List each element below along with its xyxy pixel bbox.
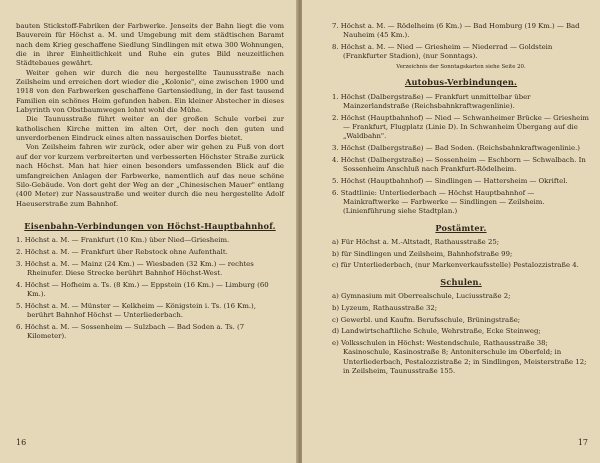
page-left bbox=[0, 0, 298, 463]
list-item: b) Lyzeum, Rathausstraße 32; bbox=[332, 303, 438, 312]
list-item: 1. Höchst a. M. — Frankfurt (10 Km.) über Nied—Griesheim. bbox=[16, 236, 230, 245]
paragraph: Von Zeilsheim fahren wir zurück, oder aber wir gehen zu Fuß von dort auf der vor kurzem verbreiterten und verbesserten Höchster Straße zurück nach Höchst. Man hat hier einen besonders umfassenden Blick auf die umfangreichen Anlagen der Farbwerke, namentlich auf das neue schöne Silo-Gebäude. Von dort geht der Weg an der „Chinesischen Mauer" entlang (400 Meter) zur Nassaustraße und weiter durch die neu hergestellte Adolf Haeuserstraße zum Bahnhof. bbox=[16, 143, 284, 208]
list-item: 5. Höchst a. M. — Münster — Kelkheim — Königstein i. Ts. (16 Km.), berührt Bahnhof Höchst — Unterliederbach. bbox=[16, 301, 256, 320]
right-column bbox=[332, 22, 590, 379]
bus-heading: Autobus-Verbindungen. bbox=[404, 77, 518, 88]
school-heading: Schulen. bbox=[440, 276, 482, 287]
list-item: d) Landwirtschaftliche Schule, Wehrstraße, Ecke Steinweg; bbox=[332, 327, 541, 336]
list-item: 1. Höchst (Dalbergstraße) — Frankfurt unmittelbar über Mainzerlandstraße (Reichsbahnkraftwagenlinie). bbox=[332, 92, 531, 110]
page-number: 17 bbox=[577, 438, 588, 447]
list-item: 7. Höchst a. M. — Rödelheim (6 Km.) — Bad Homburg (19 Km.) — Bad Nauheim (45 Km.). bbox=[332, 22, 580, 40]
list-item: 2. Höchst a. M. — Frankfurt über Rebstock ohne Aufenthalt. bbox=[16, 247, 228, 256]
list-item: 4. Höchst — Hofheim a. Ts. (8 Km.) — Eppstein (16 Km.) — Limburg (60 Km.). bbox=[16, 280, 269, 299]
list-item: a) Gymnasium mit Oberrealschule, Luciusstraße 2; bbox=[332, 292, 511, 301]
list-item: 5. Höchst (Hauptbahnhof) — Sindlingen — Hattersheim — Okriftel. bbox=[332, 176, 568, 185]
page-right bbox=[302, 0, 600, 463]
paragraph: Weiter gehen wir durch die neu hergestellte Taunusstraße nach Zeilsheim und erreichen dort wieder die „Kolonie", eine zwischen 1900 und 1918 von den Farbwerken geschaffene Gartensiedlung, in der fast tausend Familien ein schönes Heim gefunden haben. Ein kleiner Abstecher in dieses Labyrinth von Obstbaumwegen lohnt wohl die Mühe. bbox=[16, 68, 284, 115]
paragraph: Die Taunusstraße führt weiter an der großen Schule vorbei zur katholischen Kirche mitten im alten Ort, der noch den guten und unverdorbenen Eindruck eines alten nassauischen Dorfes bietet. bbox=[16, 115, 284, 143]
list-item: 4. Höchst (Dalbergstraße) — Sossenheim — Eschborn — Schwalbach. In Sossenheim Anschluß nach Frankfurt-Rödelheim. bbox=[332, 155, 586, 174]
list-item: 3. Höchst (Dalbergstraße) — Bad Soden. (Reichsbahnkraftwagenlinie.) bbox=[332, 144, 580, 152]
list-item: 3. Höchst a. M. — Mainz (24 Km.) — Wiesbaden (32 Km.) — rechtes Rheinufer. Diese Strecke berührt Bahnhof Höchst-West. bbox=[16, 259, 254, 278]
page-number: 16 bbox=[16, 438, 27, 447]
left-column bbox=[16, 22, 284, 344]
list-item: e) Volksschulen in Höchst: Westendschule, Rathausstraße 38; Kasinoschule, Kasinostraße 8; Antoniterschule im Oberfeld; in Unterliederbach, Pestalozzistraße 2; in Sindlingen, Meisterstraße 12; in Zeilsheim, Taunusstraße 155. bbox=[332, 339, 587, 376]
list-item: b) für Sindlingen und Zeilsheim, Bahnhofstraße 99; bbox=[332, 249, 513, 258]
list-item: c) für Unterliederbach, (nur Markenverkaufsstelle) Pestalozzistraße 4. bbox=[332, 261, 579, 270]
rail-heading: Eisenbahn-Verbindungen von Höchst-Hauptbahnhof. bbox=[24, 220, 276, 231]
list-item: a) Für Höchst a. M.-Altstadt, Rathausstraße 25; bbox=[332, 237, 500, 246]
list-item: 6. Stadtlinie: Unterliederbach — Höchst Hauptbahnhof — Mainkraftwerke — Farbwerke — Sindlingen — Zeilsheim. (Linienführung siehe Stadtplan.) bbox=[332, 188, 545, 216]
post-heading: Postämter. bbox=[435, 222, 487, 233]
note: Verzeichnis der Sonntagskarten siehe Seite 20. bbox=[396, 64, 526, 71]
list-item: 2. Höchst (Hauptbahnhof) — Nied — Schwanheimer Brücke — Griesheim — Frankfurt, Flugplatz (Linie D). In Schwanheim Übergang auf die „Waldbahn". bbox=[332, 113, 589, 141]
list-item: c) Gewerbl. und Kaufm. Berufsschule, Brüningstraße; bbox=[332, 315, 521, 324]
list-item: 6. Höchst a. M. — Sossenheim — Sulzbach — Bad Soden a. Ts. (7 Kilometer). bbox=[16, 322, 245, 341]
list-item: 8. Höchst a. M. — Nied — Griesheim — Niederrad — Goldstein (Frankfurter Stadion), (nur Sonntags). bbox=[332, 43, 553, 61]
paragraph: bauten Stickstoff-Fabriken der Farbwerke. Jenseits der Bahn liegt die vom Bauverein für Höchst a. M. und Umgebung mit dem städtischen Baramt nach dem Krieg geschaffene Siedlung Sindlingen mit etwa 300 Wohnungen, die in ihrer Einheitlichkeit und Ruhe ein gutes Bild neuzeitlichen Städtebaues gewährt. bbox=[16, 22, 284, 68]
